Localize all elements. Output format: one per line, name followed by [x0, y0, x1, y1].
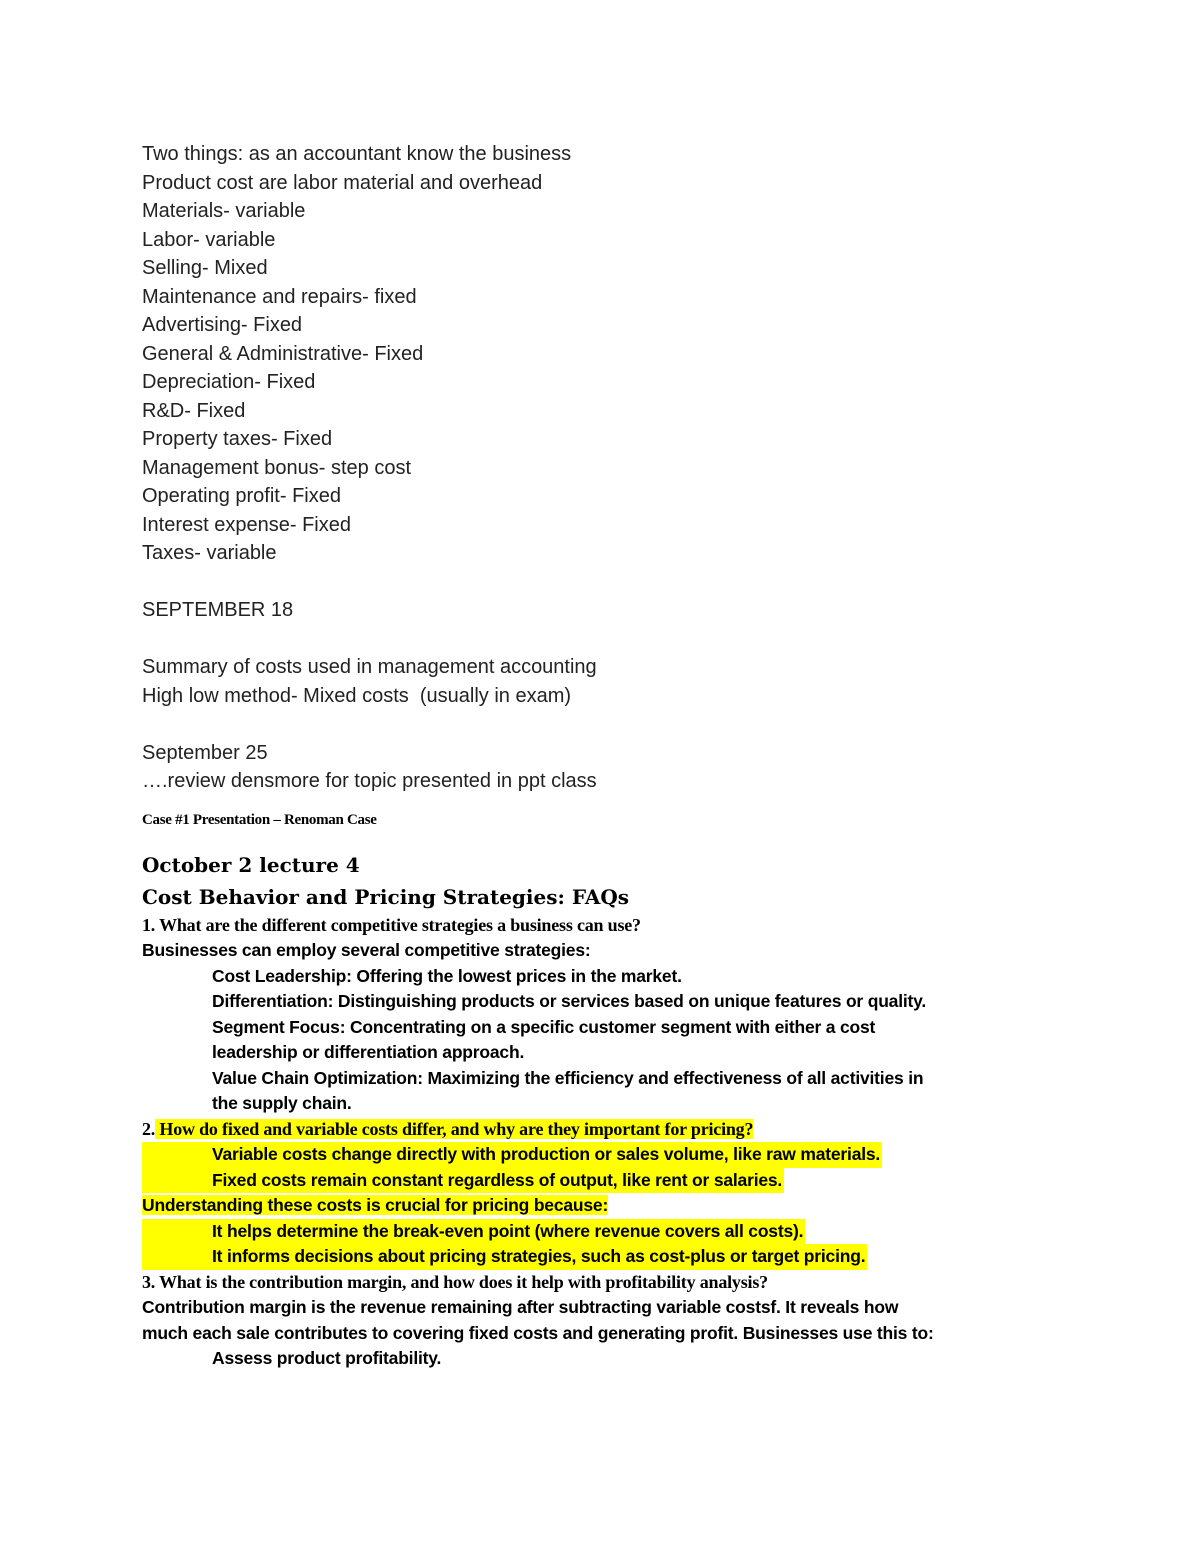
sept18-line: Summary of costs used in management accounting	[142, 656, 597, 678]
faq2-reason-line	[142, 1244, 1092, 1270]
note-line: General & Administrative- Fixed	[142, 342, 424, 365]
faq1-item: leadership or differentiation approach.	[212, 1042, 525, 1062]
faq3-item: Assess product profitability.	[212, 1348, 442, 1368]
sept25-line: ….review densmore for topic presented in ppt class	[142, 770, 597, 792]
spacer	[142, 710, 1092, 739]
note-line: Property taxes- Fixed	[142, 428, 333, 450]
faq3-body: much each sale contributes to covering fixed costs and generating profit. Businesses use this to:	[142, 1322, 934, 1343]
faq1-item: Segment Focus: Concentrating on a specific customer segment with either a cost	[212, 1016, 876, 1037]
faq2-reason-highlight	[142, 1244, 867, 1270]
faq2-reason: It helps determine the break-even point (where revenue covers all costs).	[212, 1220, 804, 1241]
cost-classification-notes	[142, 140, 1092, 568]
note-line: Operating profit- Fixed	[142, 485, 341, 507]
spacer	[142, 625, 1092, 654]
sept18-line: High low method- Mixed costs (usually in exam)	[142, 684, 572, 707]
note-line: Materials- variable	[142, 200, 306, 222]
note-line: R&D- Fixed	[142, 399, 246, 422]
sept25-heading: September 25	[142, 741, 268, 764]
faq3-question: 3. What is the contribution margin, and how does it help with profitability analysis?	[142, 1271, 768, 1292]
oct2-heading: October 2 lecture 4	[142, 852, 360, 877]
faq2-reason: It informs decisions about pricing strategies, such as cost-plus or target pricing.	[212, 1246, 866, 1266]
faq2-item-highlight	[142, 1142, 882, 1168]
spacer	[142, 568, 1092, 597]
faq1-question: 1. What are the different competitive strategies a business can use?	[142, 914, 641, 935]
note-line: Product cost are labor material and overhead	[142, 171, 543, 194]
note-line: Maintenance and repairs- fixed	[142, 285, 417, 308]
faq1-item: the supply chain.	[212, 1093, 352, 1113]
faq2-item-line	[142, 1142, 1092, 1168]
faq-title: Cost Behavior and Pricing Strategies: FAQs	[142, 884, 630, 909]
note-line: Advertising- Fixed	[142, 314, 303, 336]
document-page	[142, 140, 1092, 1372]
faq2-intro-line	[142, 1193, 1092, 1219]
case-title: Case #1 Presentation – Renoman Case	[142, 811, 377, 828]
faq2-item: Variable costs change directly with production or sales volume, like raw materials.	[212, 1144, 881, 1164]
sept18-heading: SEPTEMBER 18	[142, 599, 294, 621]
faq1-item: Cost Leadership: Offering the lowest prices in the market.	[212, 965, 682, 986]
faq2-intro: Understanding these costs is crucial for pricing because:	[142, 1195, 609, 1215]
faq3-body: Contribution margin is the revenue remaining after subtracting variable costsf. It reveals how	[142, 1297, 899, 1317]
note-line: Two things: as an accountant know the business	[142, 143, 572, 165]
faq2-question-line	[142, 1117, 1092, 1143]
faq2-question: How do fixed and variable costs differ, and why are they important for pricing?	[155, 1118, 754, 1139]
faq2-item-line	[142, 1168, 1092, 1194]
faq2-number: 2.	[142, 1118, 156, 1139]
faq2-reason-line	[142, 1219, 1092, 1245]
note-line: Interest expense- Fixed	[142, 513, 351, 536]
note-line: Management bonus- step cost	[142, 456, 412, 479]
faq2-reason-highlight	[142, 1219, 805, 1245]
note-line: Selling- Mixed	[142, 257, 268, 279]
faq1-item: Differentiation: Distinguishing products or services based on unique features or quality.	[212, 991, 927, 1011]
faq2-item-highlight	[142, 1168, 784, 1194]
note-line: Taxes- variable	[142, 542, 277, 564]
faq2-item: Fixed costs remain constant regardless of output, like rent or salaries.	[212, 1169, 783, 1190]
faq1-intro: Businesses can employ several competitive strategies:	[142, 940, 591, 960]
faq1-item: Value Chain Optimization: Maximizing the efficiency and effectiveness of all activities in	[212, 1067, 924, 1088]
note-line: Depreciation- Fixed	[142, 371, 316, 393]
note-line: Labor- variable	[142, 228, 276, 251]
